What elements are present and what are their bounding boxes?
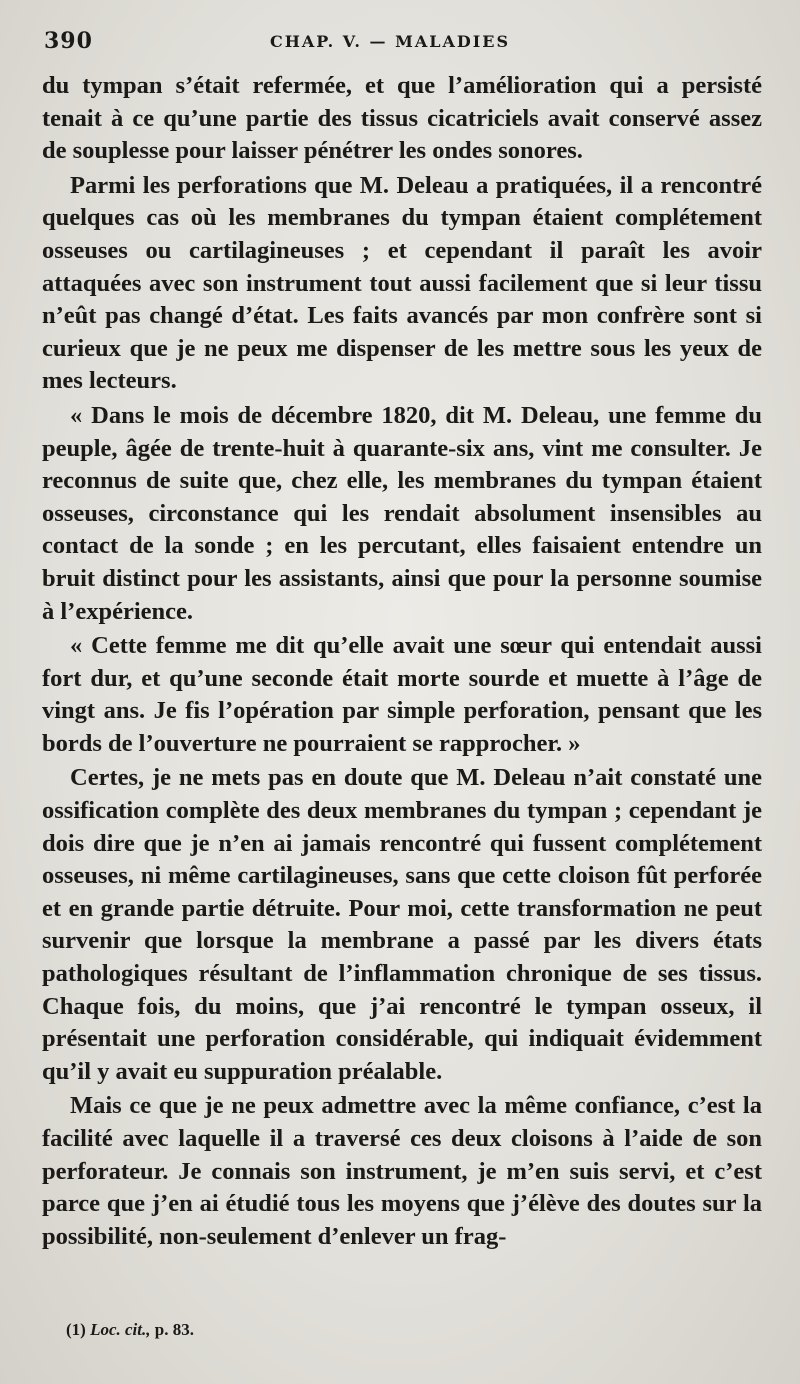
paragraph-1: du tympan s’était refermée, et que l’amélioration qui a persisté tenait à ce qu’une partie des tissus cicatriciels avait conservé assez de souplesse pour laisser pénétrer les ondes sonores. [42, 72, 762, 165]
paragraph-2: Parmi les perforations que M. Deleau a pratiquées, il a rencontré quelques cas où les membranes du tympan étaient complétement osseuses ou cartilagineuses ; et cependant il paraît les avoir attaquées avec son instrument tout aussi facilement que si leur tissu n’eût pas changé d’état. Les faits avancés par mon confrère sont si curieux que je ne peux me dispenser de les mettre sous les yeux de mes lecteurs. [42, 171, 762, 395]
paragraph-5: Certes, je ne mets pas en doute que M. Deleau n’ait constaté une ossification complète des deux membranes du tympan ; cependant je dois dire que je n’en ai jamais rencontré qui fussent complétement osseuses, ni même cartilagineuses, sans que cette cloison fût perforée et en grande partie détruite. Pour moi, cette transformation ne peut survenir que lorsque la membrane a passé par les divers états pathologiques résultant de l’inflammation chronique de ses tissus. Chaque fois, du moins, que j’ai rencontré le tympan osseux, il présentait une perforation considérable, qui indiquait évidemment qu’il y avait eu suppuration préalable. [42, 764, 762, 1085]
paragraph-4: « Cette femme me dit qu’elle avait une sœur qui entendait aussi fort dur, et qu’une seconde était morte sourde et muette à l’âge de vingt ans. Je fis l’opération par simple perforation, pensant que les bords de l’ouverture ne pourraient se rapprocher. » [42, 632, 762, 757]
page-header [44, 28, 764, 62]
running-title: CHAP. V. — MALADIES [270, 32, 511, 51]
footnote-marker: (1) [66, 1320, 86, 1339]
paragraph-6: Mais ce que je ne peux admettre avec la même confiance, c’est la facilité avec laquelle il a traversé ces deux cloisons à l’aide de son perforateur. Je connais son instrument, je m’en suis servi, et c’est parce que j’en ai étudié tous les moyens que j’élève des doutes sur la possibilité, non-seulement d’enlever un frag- [42, 1092, 762, 1250]
page-number: 390 [44, 28, 93, 54]
footnote-page: p. 83. [154, 1320, 194, 1339]
footnote [66, 1320, 194, 1340]
footnote-reference: Loc. cit., [90, 1320, 151, 1339]
body-text [42, 70, 762, 1253]
paragraph-3: « Dans le mois de décembre 1820, dit M. Deleau, une femme du peuple, âgée de trente-huit à quarante-six ans, vint me consulter. Je reconnus de suite que, chez elle, les membranes du tympan étaient osseuses, circonstance qui les rendait absolument insensibles au contact de la sonde ; en les percutant, elles faisaient entendre un bruit distinct pour les assistants, ainsi que pour la personne soumise à l’expérience. [42, 401, 762, 625]
